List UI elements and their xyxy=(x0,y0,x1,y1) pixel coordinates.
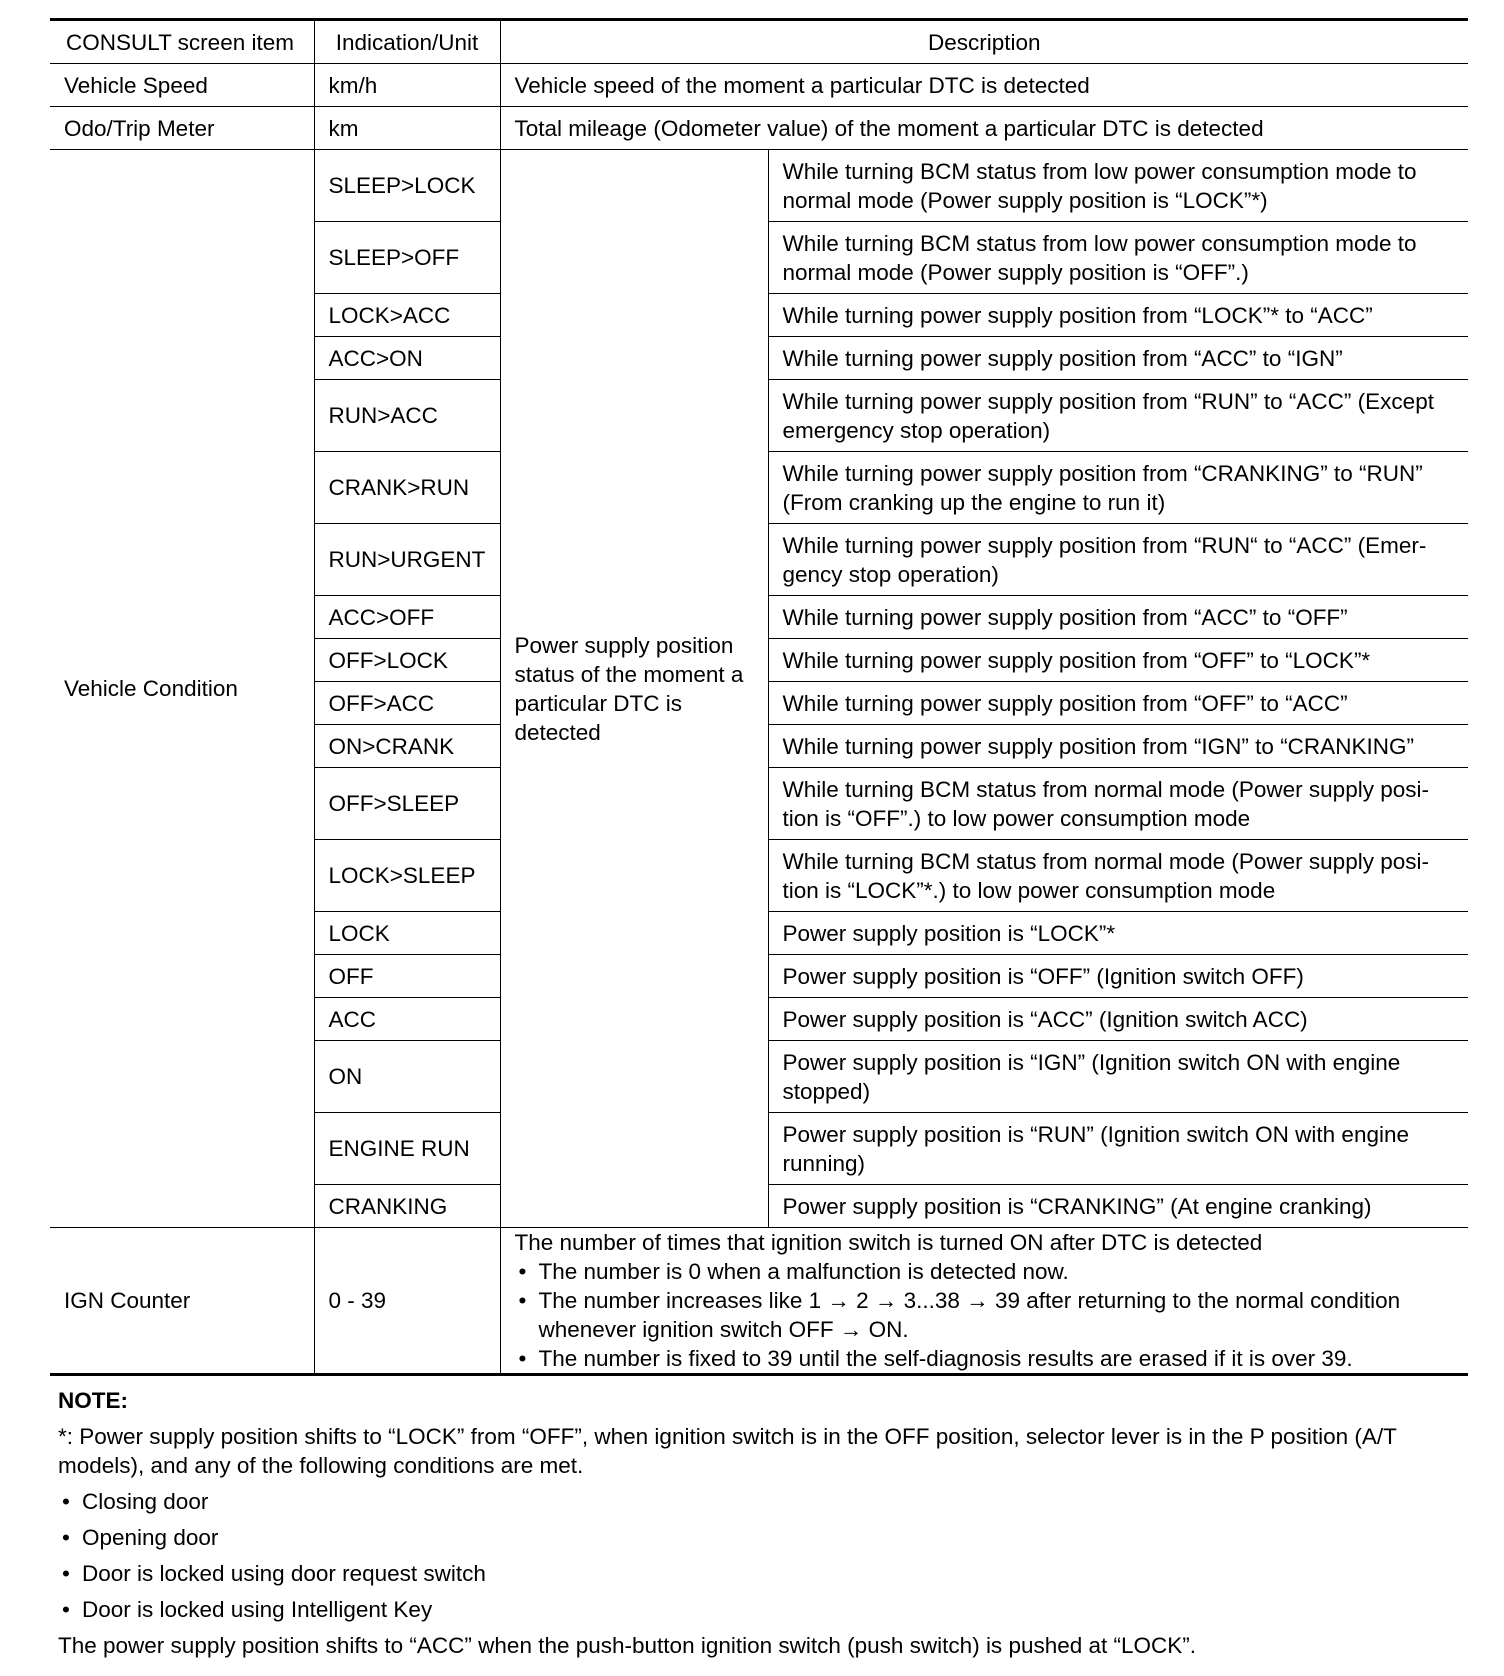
unit-cell: OFF>ACC xyxy=(314,682,500,725)
note-paragraph: *: Power supply position shifts to “LOCK” from “OFF”, when ignition switch is in the OFF position, selector lever is in the P position (A/T models), and any of the following conditions are met. xyxy=(58,1424,1397,1478)
document xyxy=(50,18,1468,1660)
description-cell: While turning power supply position from “RUN“ to “ACC” (Emer-gency stop operation) xyxy=(768,524,1468,596)
header-row xyxy=(50,20,1468,64)
description-cell: While turning power supply position from “RUN” to “ACC” (Except emergency stop operation) xyxy=(768,380,1468,452)
unit-cell: OFF xyxy=(314,955,500,998)
unit-cell: LOCK>ACC xyxy=(314,294,500,337)
table-row xyxy=(50,150,1468,222)
description-cell: While turning power supply position from “IGN” to “CRANKING” xyxy=(768,725,1468,768)
unit-cell: LOCK>SLEEP xyxy=(314,840,500,912)
header-unit: Indication/Unit xyxy=(314,20,500,64)
list-item: • Opening door xyxy=(58,1523,1468,1552)
unit-cell: CRANKING xyxy=(314,1185,500,1228)
description-cell: Power supply position is “OFF” (Ignition switch OFF) xyxy=(768,955,1468,998)
item-cell: Odo/Trip Meter xyxy=(50,107,314,150)
description-cell: While turning power supply position from “OFF” to “LOCK”* xyxy=(768,639,1468,682)
description-cell: Total mileage (Odometer value) of the moment a particular DTC is detected xyxy=(500,107,1468,150)
unit-cell: ENGINE RUN xyxy=(314,1113,500,1185)
note-title: NOTE: xyxy=(58,1388,128,1413)
unit-cell: ON xyxy=(314,1041,500,1113)
ign-description-text: The number of times that ignition switch is turned ON after DTC is detected xyxy=(514,1230,1263,1255)
description-cell: Power supply position is “IGN” (Ignition switch ON with engine stopped) xyxy=(768,1041,1468,1113)
list-item: • Door is locked using Intelligent Key xyxy=(58,1595,1468,1624)
description-cell xyxy=(500,1228,1468,1375)
list-item: • Closing door xyxy=(58,1487,1468,1516)
unit-cell: CRANK>RUN xyxy=(314,452,500,524)
unit-cell: ACC>ON xyxy=(314,337,500,380)
unit-cell: km/h xyxy=(314,64,500,107)
description-cell: While turning BCM status from low power consumption mode to normal mode (Power supply position is “OFF”.) xyxy=(768,222,1468,294)
table-row xyxy=(50,64,1468,107)
unit-cell: SLEEP>LOCK xyxy=(314,150,500,222)
list-item: • The number is 0 when a malfunction is detected now. xyxy=(515,1257,1455,1286)
description-cell: Power supply position is “LOCK”* xyxy=(768,912,1468,955)
list-item: • Door is locked using door request switch xyxy=(58,1559,1468,1588)
description-cell: Power supply position is “ACC” (Ignition switch ACC) xyxy=(768,998,1468,1041)
ign-bullet-list xyxy=(515,1257,1455,1373)
consult-table xyxy=(50,18,1468,1376)
description-cell: Power supply position is “CRANKING” (At engine cranking) xyxy=(768,1185,1468,1228)
table-row xyxy=(50,107,1468,150)
description-cell: Vehicle speed of the moment a particular DTC is detected xyxy=(500,64,1468,107)
description-cell: Power supply position is “RUN” (Ignition switch ON with engine running) xyxy=(768,1113,1468,1185)
item-cell: IGN Counter xyxy=(50,1228,314,1375)
unit-cell: 0 - 39 xyxy=(314,1228,500,1375)
unit-cell: SLEEP>OFF xyxy=(314,222,500,294)
list-item: • The number is fixed to 39 until the self-diagnosis results are erased if it is over 39. xyxy=(515,1344,1455,1373)
unit-cell: LOCK xyxy=(314,912,500,955)
table-row xyxy=(50,1228,1468,1375)
note-bullet-list xyxy=(58,1487,1468,1624)
note-footer: The power supply position shifts to “ACC” when the push-button ignition switch (push switch) is pushed at “LOCK”. xyxy=(58,1633,1197,1658)
summary-cell: Power supply position status of the moment a particular DTC is detected xyxy=(500,150,768,1228)
description-cell: While turning BCM status from low power consumption mode to normal mode (Power supply position is “LOCK”*) xyxy=(768,150,1468,222)
header-description: Description xyxy=(500,20,1468,64)
item-cell: Vehicle Speed xyxy=(50,64,314,107)
description-cell: While turning BCM status from normal mode (Power supply posi-tion is “OFF”.) to low power consumption mode xyxy=(768,768,1468,840)
item-cell: Vehicle Condition xyxy=(50,150,314,1228)
unit-cell: km xyxy=(314,107,500,150)
list-item: • The number increases like 1 → 2 → 3...38 → 39 after returning to the normal condition whenever ignition switch OFF → ON. xyxy=(515,1286,1455,1344)
unit-cell: RUN>URGENT xyxy=(314,524,500,596)
description-cell: While turning power supply position from “CRANKING” to “RUN” (From cranking up the engine to run it) xyxy=(768,452,1468,524)
unit-cell: RUN>ACC xyxy=(314,380,500,452)
note-section xyxy=(50,1386,1468,1660)
description-cell: While turning power supply position from “LOCK”* to “ACC” xyxy=(768,294,1468,337)
unit-cell: ACC xyxy=(314,998,500,1041)
unit-cell: OFF>LOCK xyxy=(314,639,500,682)
unit-cell: ON>CRANK xyxy=(314,725,500,768)
unit-cell: ACC>OFF xyxy=(314,596,500,639)
unit-cell: OFF>SLEEP xyxy=(314,768,500,840)
description-cell: While turning BCM status from normal mode (Power supply posi-tion is “LOCK”*.) to low power consumption mode xyxy=(768,840,1468,912)
description-cell: While turning power supply position from “ACC” to “OFF” xyxy=(768,596,1468,639)
header-item: CONSULT screen item xyxy=(50,20,314,64)
description-cell: While turning power supply position from “OFF” to “ACC” xyxy=(768,682,1468,725)
description-cell: While turning power supply position from “ACC” to “IGN” xyxy=(768,337,1468,380)
